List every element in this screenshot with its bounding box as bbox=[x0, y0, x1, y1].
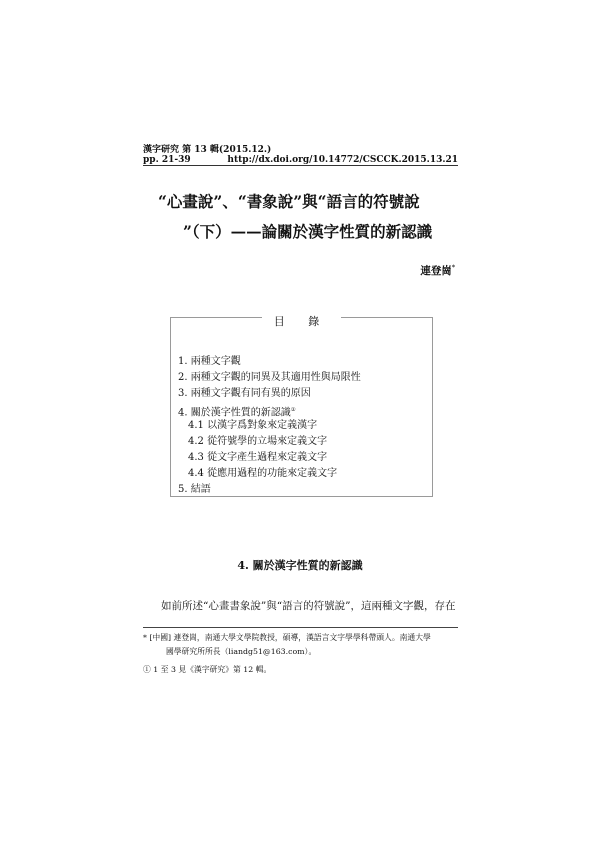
toc-heading: 目 錄 bbox=[170, 310, 433, 329]
toc-item-4-4[interactable]: 4.4 從應用過程的功能來定義文字 bbox=[188, 468, 338, 479]
section-heading: 4. 關於漢字性質的新認識 bbox=[237, 559, 363, 572]
body-paragraph: 如前所述“心畫書象說”與“語言的符號說”，這兩種文字觀，存在 bbox=[161, 600, 456, 612]
author bbox=[420, 263, 455, 278]
footnote-rule bbox=[143, 627, 458, 628]
toc-item-4[interactable]: 4. 關於漢字性質的新認識① bbox=[178, 407, 296, 419]
header-rule bbox=[143, 165, 458, 166]
footnote-author-line-2: 國學研究所所長（liandg51@163.com）。 bbox=[166, 647, 317, 656]
title-line-1: “心畫說”、“書象說”與“語言的符號說 bbox=[158, 192, 420, 211]
footnote-1: ① 1 至 3 見《漢字研究》第 12 輯。 bbox=[143, 665, 272, 674]
toc-item-4-2[interactable]: 4.2 從符號學的立場來定義文字 bbox=[188, 436, 328, 447]
page-range: pp. 21-39 bbox=[143, 155, 191, 165]
toc-item-2[interactable]: 2. 兩種文字觀的同異及其適用性與局限性 bbox=[178, 372, 361, 383]
doi-link[interactable]: http://dx.doi.org/10.14772/CSCCK.2015.13.21 bbox=[227, 155, 458, 165]
author-footnote-mark[interactable]: * bbox=[451, 264, 455, 272]
toc-item-4-1[interactable]: 4.1 以漢字爲對象來定義漢字 bbox=[188, 420, 318, 431]
toc-item-1[interactable]: 1. 兩種文字觀 bbox=[178, 356, 241, 367]
toc-item-5[interactable]: 5. 結語 bbox=[178, 484, 211, 495]
journal-info: 漢字研究 第 13 輯(2015.12.) bbox=[143, 145, 272, 155]
toc-item-3[interactable]: 3. 兩種文字觀有同有異的原因 bbox=[178, 388, 311, 399]
toc-footnote-mark[interactable]: ① bbox=[290, 407, 296, 413]
toc-item-4-3[interactable]: 4.3 從文字產生過程來定義文字 bbox=[188, 452, 328, 463]
author-name: 連登崗 bbox=[420, 265, 452, 277]
footnote-author-line-1: * [中國] 連登崗，南通大學文學院教授，碩導，漢語言文字學學科帶頭人。南通大學 bbox=[143, 633, 431, 642]
title-line-2: ”（下）——論關於漢字性質的新認識 bbox=[183, 222, 433, 241]
